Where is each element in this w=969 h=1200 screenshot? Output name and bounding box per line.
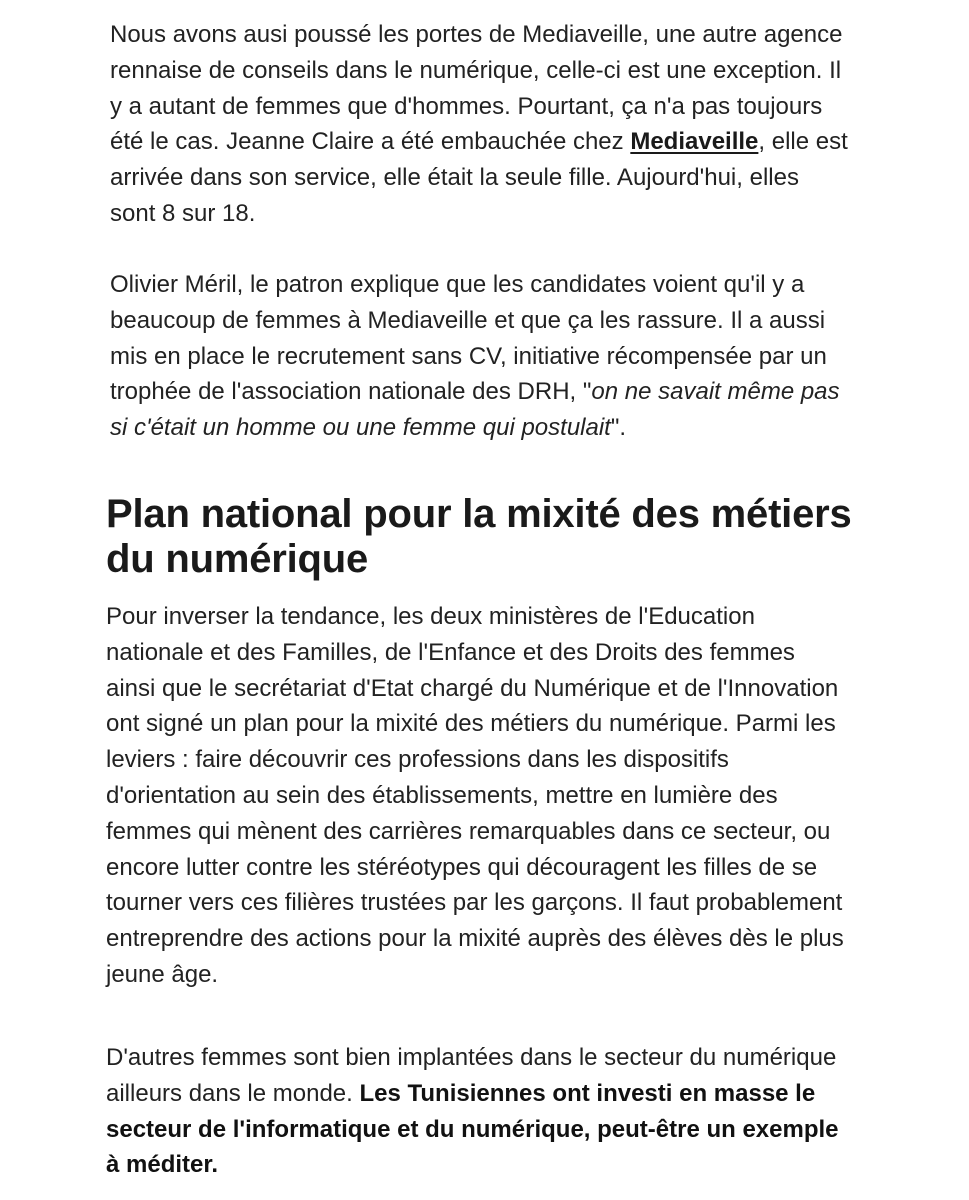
paragraph-tunisiennes [106, 1040, 846, 1183]
paragraph-olivier-meril [110, 267, 850, 446]
paragraph-text: , elle est arrivée dans son service, elle était la seule fille. Aujourd'hui, elles sont 8 sur 18. [110, 128, 848, 227]
paragraph-text: Olivier Méril, le patron explique que les candidates voient qu'il y a beaucoup de femmes à Mediaveille et que ça les rassure. Il a aussi mis en place le recrutement sans CV, initiative récompensée par un trophée de l'association nationale des DRH, " [110, 271, 827, 406]
quote-text: on ne savait même pas si c'était un homme ou une femme qui postulait [110, 378, 840, 442]
paragraph-plan-national: Pour inverser la tendance, les deux ministères de l'Education nationale et des Familles, de l'Enfance et des Droits des femmes ainsi que le secrétariat d'Etat chargé du Numérique et de l'Innovation ont signé un plan pour la mixité des métiers du numérique. Parmi les leviers : faire découvrir ces professions dans les dispositifs d'orientation au sein des établissements, mettre en lumière des femmes qui mènent des carrières remarquables dans ce secteur, ou encore lutter contre les stéréotypes qui découragent les filles de se tourner vers ces filières trustées par les garçons. Il faut probablement entreprendre des actions pour la mixité auprès des élèves dès le plus jeune âge. [106, 603, 844, 988]
paragraph-text: ". [610, 414, 627, 442]
paragraph-text: D'autres femmes sont bien implantées dans le secteur du numérique ailleurs dans le monde. [106, 1044, 837, 1107]
paragraph-mediaveille [110, 17, 850, 232]
mediaveille-link[interactable]: Mediaveille [630, 128, 759, 156]
highlighted-text: Les Tunisiennes ont investi en masse le secteur de l'informatique et du numérique, peut-être un exemple à méditer. [106, 1079, 839, 1179]
section-heading: Plan national pour la mixité des métiers du numérique [106, 492, 852, 581]
paragraph-text: Nous avons ausi poussé les portes de Mediaveille, une autre agence rennaise de conseils dans le numérique, celle-ci est une exception. Il y a autant de femmes que d'hommes. Pourtant, ça n'a pas toujours été le cas. Jeanne Claire a été embauchée chez [110, 21, 843, 156]
